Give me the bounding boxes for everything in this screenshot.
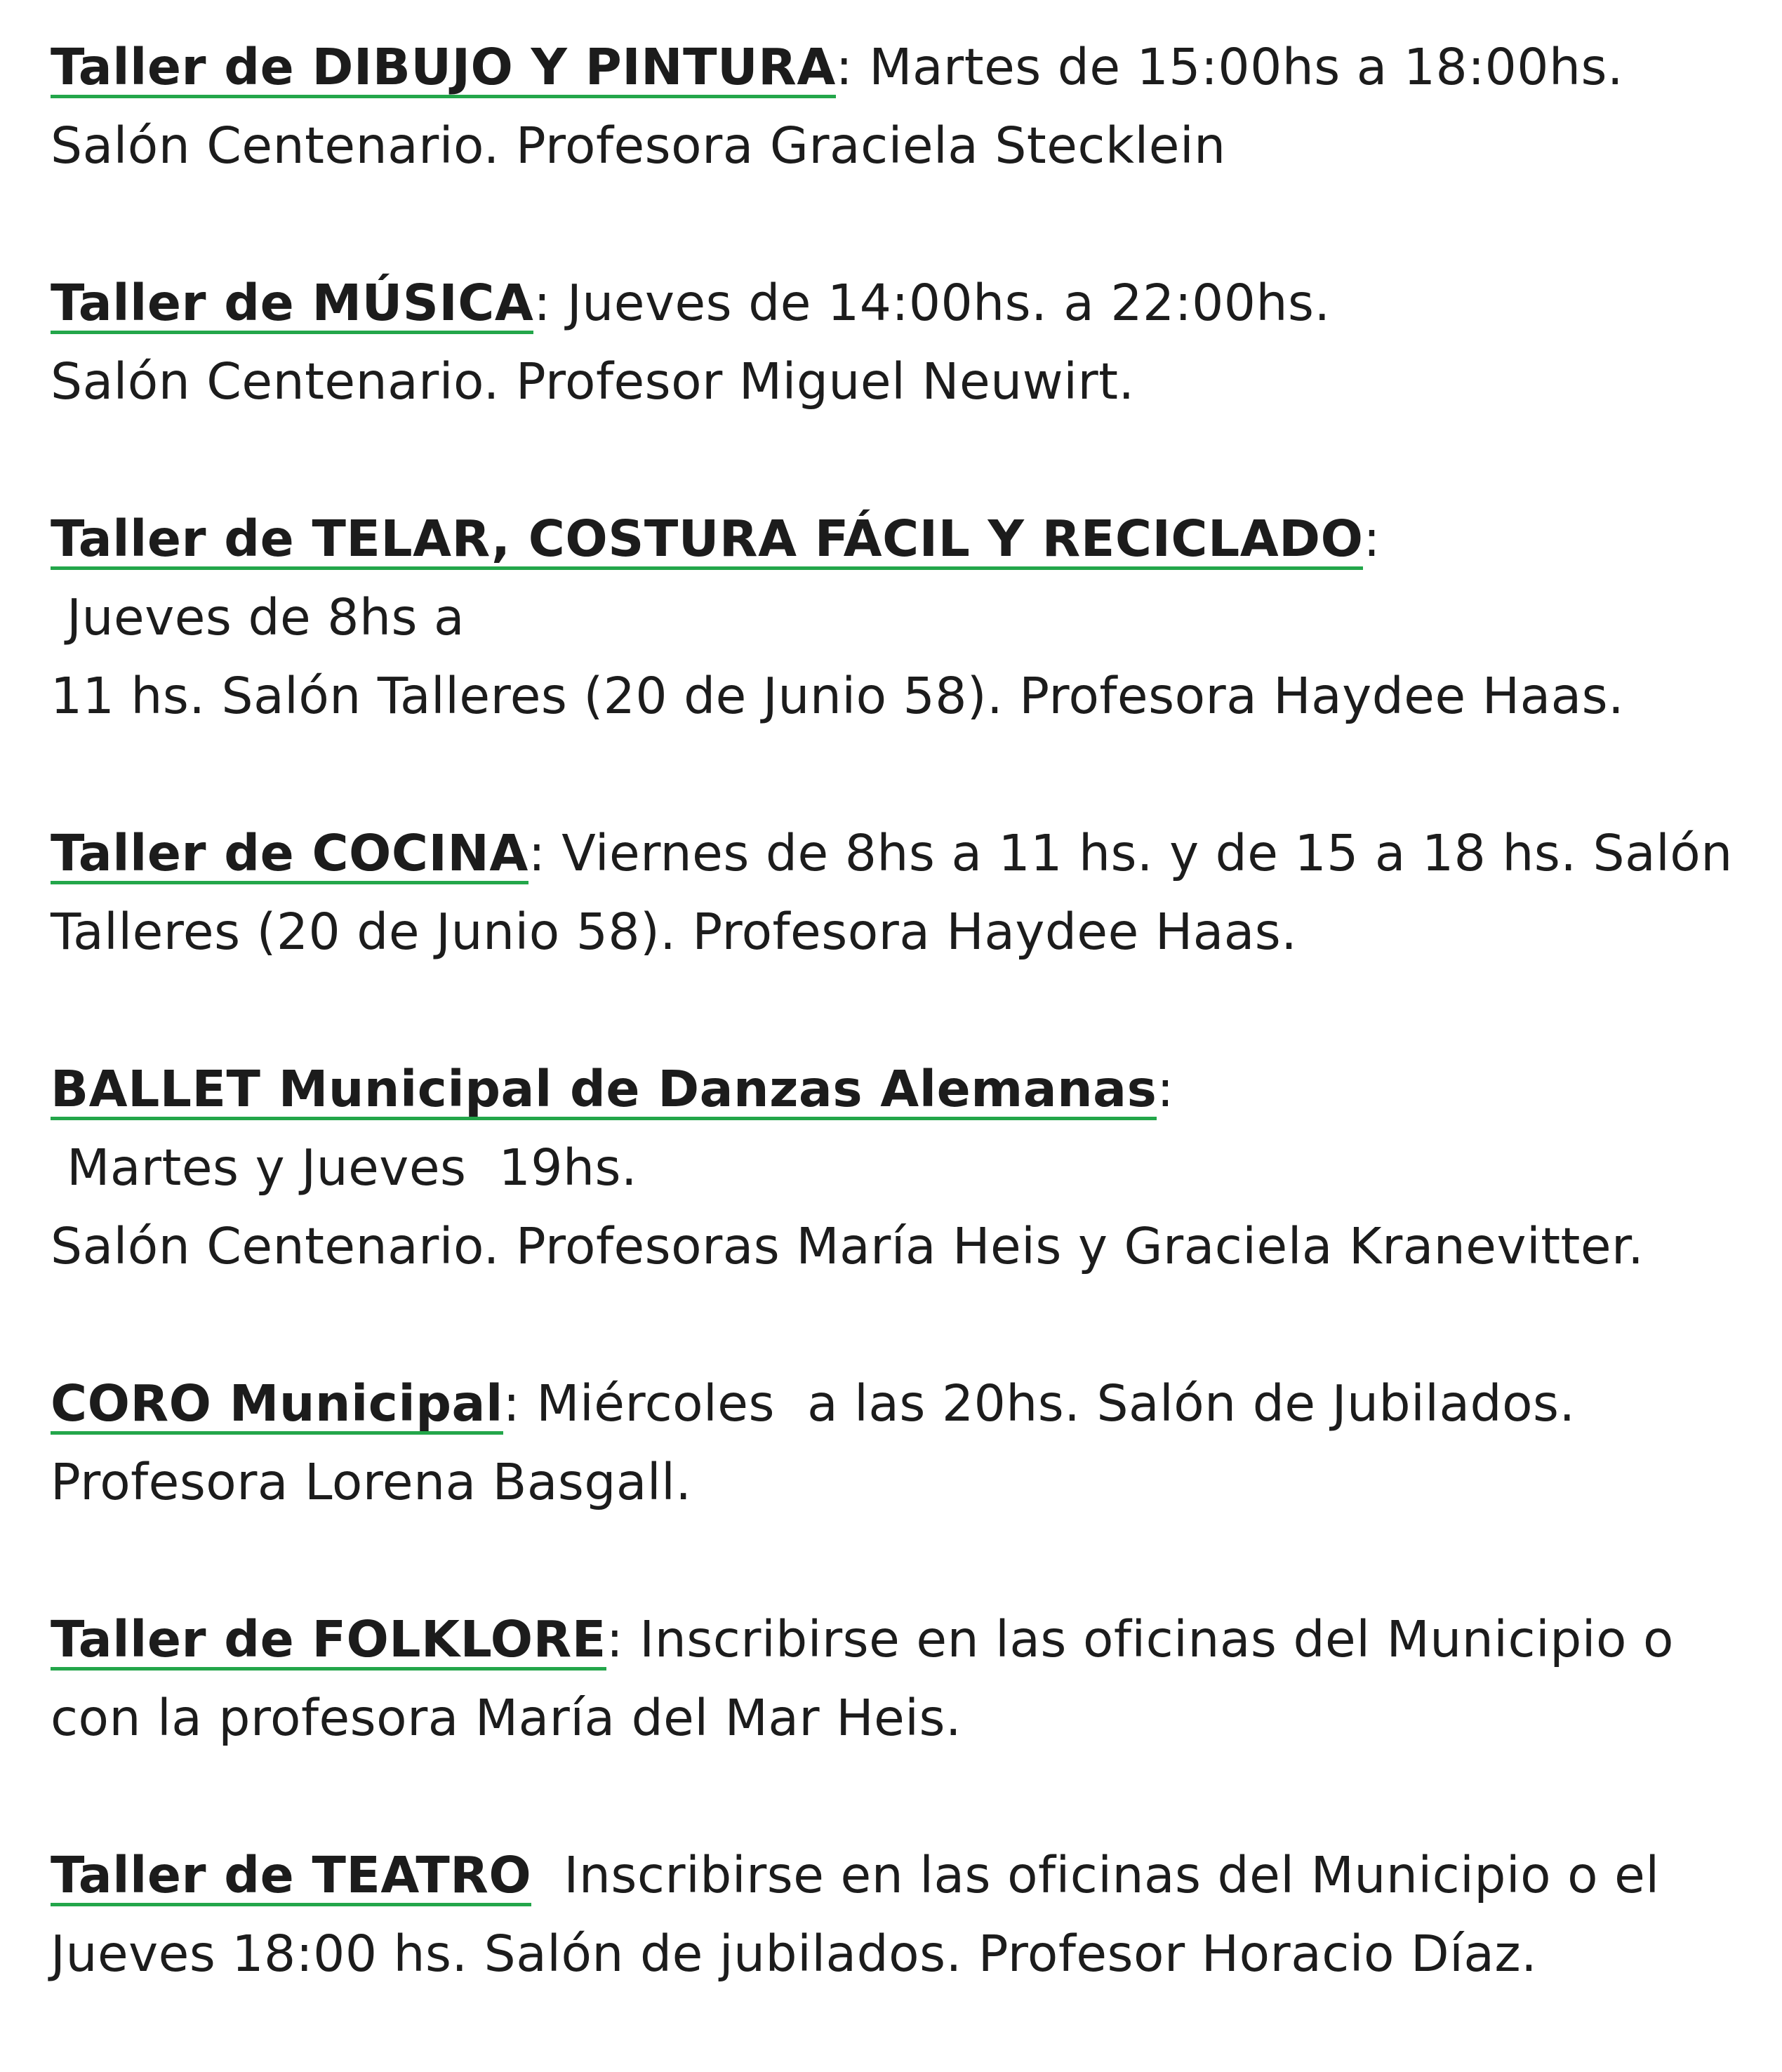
entry-title: Taller de TELAR, COSTURA FÁCIL Y RECICLADO — [51, 512, 1363, 570]
entry-separator: : — [835, 38, 853, 96]
entry-title: Taller de FOLKLORE — [51, 1612, 606, 1671]
entry-separator: : — [533, 274, 551, 332]
entry-separator: : — [528, 824, 546, 882]
entry-cocina — [51, 814, 1749, 971]
entry-line-2: Jueves 18:00 hs. Salón de jubilados. Profesor Horacio Díaz. — [51, 1925, 1538, 1983]
entry-line-2: 11 hs. Salón Talleres (20 de Junio 58). Profesora Haydee Haas. — [51, 667, 1625, 725]
entry-telar-costura — [51, 500, 1749, 736]
entry-dibujo-pintura — [51, 28, 1749, 185]
entry-line-2: con la profesora María del Mar Heis. — [51, 1689, 962, 1747]
entry-line-2: Salón Centenario. Profesora Graciela Stecklein — [51, 117, 1226, 175]
entry-title: Taller de COCINA — [51, 826, 528, 884]
entry-title: CORO Municipal — [51, 1376, 503, 1435]
entry-line-2: Profesora Lorena Basgall. — [51, 1453, 692, 1511]
entry-musica — [51, 264, 1749, 421]
entry-line-1: Inscribirse en las oficinas del Municipio o — [623, 1610, 1674, 1668]
entry-separator: : — [1363, 510, 1381, 568]
entry-title: Taller de MÚSICA — [51, 276, 533, 334]
entry-line-1: Miércoles a las 20hs. Salón de Jubilados. — [520, 1374, 1576, 1433]
entry-title: BALLET Municipal de Danzas Alemanas — [51, 1062, 1157, 1120]
entry-line-2: Talleres (20 de Junio 58). Profesora Haydee Haas. — [51, 903, 1298, 961]
entry-coro — [51, 1364, 1749, 1522]
entry-line-1: Inscribirse en las oficinas del Municipio o el — [531, 1846, 1660, 1904]
entry-separator: : — [606, 1610, 624, 1668]
entry-ballet — [51, 1050, 1749, 1286]
entry-line-1: Martes y Jueves 19hs. — [51, 1138, 638, 1197]
workshop-schedule — [51, 28, 1749, 2072]
entry-line-1: Jueves de 8hs a — [51, 588, 465, 646]
entry-separator: : — [1157, 1060, 1174, 1118]
entry-title: Taller de TEATRO — [51, 1848, 531, 1906]
entry-line-1: Jueves de 14:00hs. a 22:00hs. — [550, 274, 1331, 332]
entry-line-1: Viernes de 8hs a 11 hs. y de 15 a 18 hs. Salón — [545, 824, 1733, 882]
entry-separator: : — [503, 1374, 521, 1433]
entry-teatro — [51, 1836, 1749, 1993]
entry-line-2: Salón Centenario. Profesoras María Heis y Graciela Kranevitter. — [51, 1217, 1644, 1275]
entry-line-2: Salón Centenario. Profesor Miguel Neuwirt. — [51, 352, 1135, 411]
entry-title: Taller de DIBUJO Y PINTURA — [51, 40, 836, 98]
entry-line-1: Martes de 15:00hs a 18:00hs. — [853, 38, 1624, 96]
entry-folklore — [51, 1600, 1749, 1758]
